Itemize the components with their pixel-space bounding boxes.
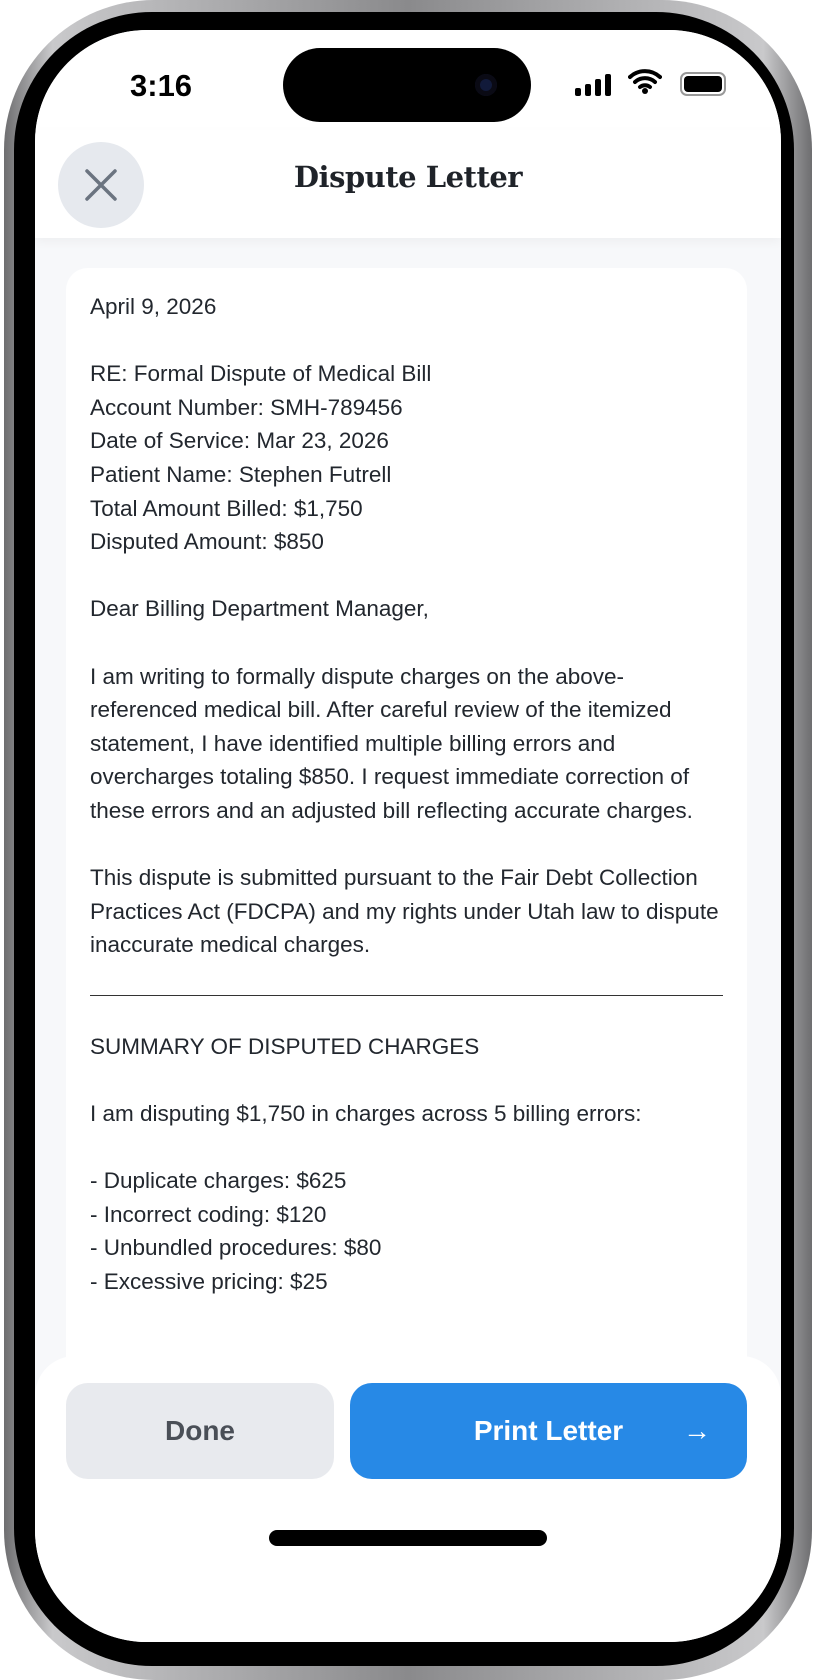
charge-item: - Unbundled procedures: $80 bbox=[90, 1235, 382, 1261]
camera-icon bbox=[475, 74, 497, 96]
done-button[interactable] bbox=[66, 1383, 334, 1479]
charge-item: - Excessive pricing: $25 bbox=[90, 1269, 328, 1295]
re-line: RE: Formal Dispute of Medical Bill bbox=[90, 361, 432, 387]
page-title: Dispute Letter bbox=[293, 160, 523, 194]
done-label: Done bbox=[165, 1415, 235, 1446]
date-of-service: Date of Service: Mar 23, 2026 bbox=[90, 428, 389, 454]
total-billed: Total Amount Billed: $1,750 bbox=[90, 495, 363, 521]
account-number: Account Number: SMH-789456 bbox=[90, 394, 403, 420]
action-bar bbox=[35, 1356, 781, 1642]
charge-item: - Incorrect coding: $120 bbox=[90, 1201, 327, 1227]
letter-card bbox=[66, 268, 747, 1468]
paragraph-2: This dispute is submitted pursuant to the Fair Debt Collection Practices Act (FDCPA) and my rights under Utah law to dispute inaccurate medical charges. bbox=[90, 865, 725, 958]
print-label: Print Letter bbox=[473, 1415, 624, 1446]
dynamic-island bbox=[283, 48, 531, 122]
home-indicator[interactable] bbox=[269, 1530, 547, 1546]
wifi-icon bbox=[628, 68, 662, 101]
signal-icon bbox=[575, 74, 611, 96]
status-bar bbox=[35, 30, 781, 130]
print-letter-button[interactable] bbox=[350, 1383, 747, 1479]
summary-intro: I am disputing $1,750 in charges across 5 billing errors: bbox=[90, 1101, 642, 1127]
charge-item: - Duplicate charges: $625 bbox=[90, 1168, 347, 1194]
salutation: Dear Billing Department Manager, bbox=[90, 596, 429, 622]
status-time: 3:16 bbox=[130, 68, 193, 103]
screen bbox=[35, 30, 781, 1642]
summary-heading: SUMMARY OF DISPUTED CHARGES bbox=[90, 1033, 480, 1059]
divider bbox=[90, 995, 723, 996]
disputed-amount: Disputed Amount: $850 bbox=[90, 529, 324, 555]
patient-name: Patient Name: Stephen Futrell bbox=[90, 461, 392, 487]
letter-date: April 9, 2026 bbox=[90, 294, 217, 319]
header bbox=[35, 130, 781, 238]
battery-icon bbox=[680, 72, 726, 96]
paragraph-1: I am writing to formally dispute charges on the above-referenced medical bill. After careful review of the itemized statement, I have identified multiple billing errors and overcharges totaling $850. I request immediate correction of these errors and an adjusted bill reflecting accurate charges. bbox=[90, 663, 696, 823]
arrow-right-icon: → bbox=[683, 1415, 711, 1446]
